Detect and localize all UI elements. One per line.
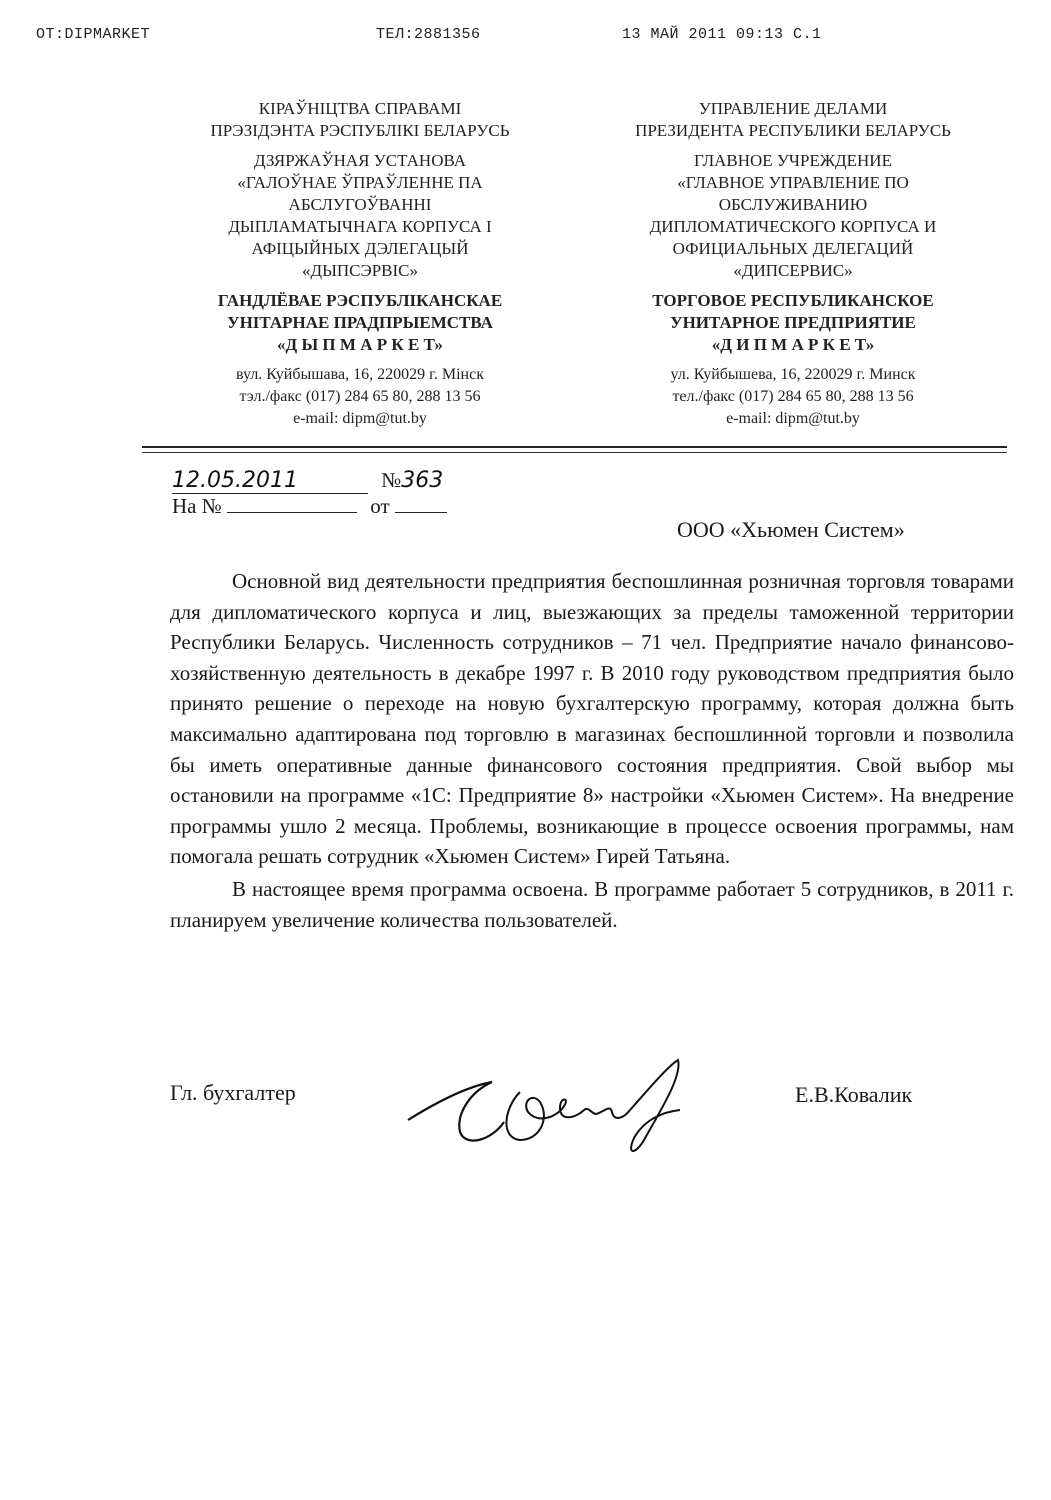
company-line: ТОРГОВОЕ РЕСПУБЛИКАНСКОЕ (652, 291, 934, 310)
handwritten-signature (400, 1052, 700, 1167)
institution-line: «ГАЛОЎНАЕ ЎПРАЎЛЕННЕ ПА (237, 173, 483, 192)
company-line: УНИТАРНОЕ ПРЕДПРИЯТИЕ (670, 313, 916, 332)
institution-line: ДЫПЛАМАТЫЧНАГА КОРПУСА І (228, 217, 492, 236)
letter-body (170, 566, 1014, 935)
fax-header-datetime: 13 МАЙ 2011 09:13 С.1 (622, 26, 822, 43)
letterhead-left-company (150, 290, 570, 356)
company-line: «Д И П М А Р К Е Т» (711, 335, 875, 354)
institution-line: «ДЫПСЭРВІС» (301, 261, 419, 280)
letter-number: 363 (401, 468, 444, 493)
org-line: ПРЕЗИДЕНТА РЕСПУБЛИКИ БЕЛАРУСЬ (635, 121, 951, 140)
from-label: от (370, 494, 390, 518)
body-paragraph: Основной вид деятельности предприятия беспошлинная розничная торговля товарами для дипломатического корпуса и лиц, выезжающих за пределы таможенной территории Республики Беларусь. Численность сотрудников – 71 чел. Предприятие начало финансово-хозяйственную деятельность в декабре 1997 г. В 2010 году руководством предприятия было принято решение о переходе на новую бухгалтерскую программу, которая должна быть максимально адаптирована под торговлю в магазинах беспошлинной торговли и позволила бы иметь оперативные данные финансового состояния предприятия. Свой выбор мы остановили на программе «1С: Предприятие 8» настройки «Хьюмен Систем». На внедрение программы ушло 2 месяца. Проблемы, возникающие в процессе освоения программы, нам помогала решать сотрудник «Хьюмен Систем» Гирей Татьяна. (170, 569, 1014, 869)
org-line: УПРАВЛЕНИЕ ДЕЛАМИ (698, 99, 888, 118)
institution-line: ОБСЛУЖИВАНИЮ (718, 195, 868, 214)
letterhead-right (583, 98, 1003, 430)
address: вул. Куйбышава, 16, 220029 г. Мінск (236, 366, 484, 383)
company-line: «Д Ы П М А Р К Е Т» (277, 335, 443, 354)
body-paragraph: В настоящее время программа освоена. В программе работает 5 сотрудников, в 2011 г. планируем увеличение количества пользователей. (170, 876, 1014, 932)
reference-row (172, 494, 447, 519)
email: e-mail: dipm@tut.by (726, 410, 860, 427)
institution-line: ГЛАВНОЕ УЧРЕЖДЕНИЕ (694, 151, 892, 170)
org-line: КІРАЎНІЦТВА СПРАВАМІ (258, 99, 462, 118)
institution-line: «ДИПСЕРВИС» (733, 261, 853, 280)
number-label: № (381, 468, 402, 492)
letterhead-right-institution (583, 150, 1003, 282)
institution-line: ОФИЦИАЛЬНЫХ ДЕЛЕГАЦИЙ (672, 239, 914, 258)
institution-line: АБСЛУГОЎВАННІ (288, 195, 432, 214)
letter-date: 12.05.2011 (172, 468, 368, 494)
letterhead-left-org (150, 98, 570, 142)
institution-line: «ГЛАВНОЕ УПРАВЛЕНИЕ ПО (677, 173, 909, 192)
letterhead-divider-thin (142, 452, 1007, 453)
letterhead-left-contacts (150, 364, 570, 430)
institution-line: АФІЦЫЙНЫХ ДЭЛЕГАЦЫЙ (251, 239, 469, 258)
reference-blank (227, 494, 357, 513)
reference-label: На № (172, 494, 222, 518)
fax-header-from: OT:DIPMARKET (36, 26, 151, 43)
recipient: ООО «Хьюмен Систем» (677, 517, 905, 542)
institution-line: ДЗЯРЖАЎНАЯ УСТАНОВА (253, 151, 467, 170)
letter-date-row (172, 468, 443, 494)
letterhead-right-company (583, 290, 1003, 356)
phone-fax: тел./факс (017) 284 65 80, 288 13 56 (672, 388, 914, 405)
from-blank (395, 494, 447, 513)
signatory-name: Е.В.Ковалик (795, 1082, 913, 1107)
letterhead-left (150, 98, 570, 430)
signatory-role: Гл. бухгалтер (170, 1080, 296, 1105)
phone-fax: тэл./факс (017) 284 65 80, 288 13 56 (239, 388, 481, 405)
address: ул. Куйбышева, 16, 220029 г. Минск (670, 366, 916, 383)
letterhead-right-contacts (583, 364, 1003, 430)
letterhead-left-institution (150, 150, 570, 282)
letterhead-right-org (583, 98, 1003, 142)
fax-header-phone: ТЕЛ:2881356 (376, 26, 481, 43)
letterhead-divider (142, 446, 1007, 448)
email: e-mail: dipm@tut.by (293, 410, 427, 427)
org-line: ПРЭЗІДЭНТА РЭСПУБЛІКІ БЕЛАРУСЬ (210, 121, 510, 140)
company-line: УНІТАРНАЕ ПРАДПРЫЕМСТВА (227, 313, 493, 332)
institution-line: ДИПЛОМАТИЧЕСКОГО КОРПУСА И (649, 217, 937, 236)
company-line: ГАНДЛЁВАЕ РЭСПУБЛІКАНСКАЕ (217, 291, 503, 310)
